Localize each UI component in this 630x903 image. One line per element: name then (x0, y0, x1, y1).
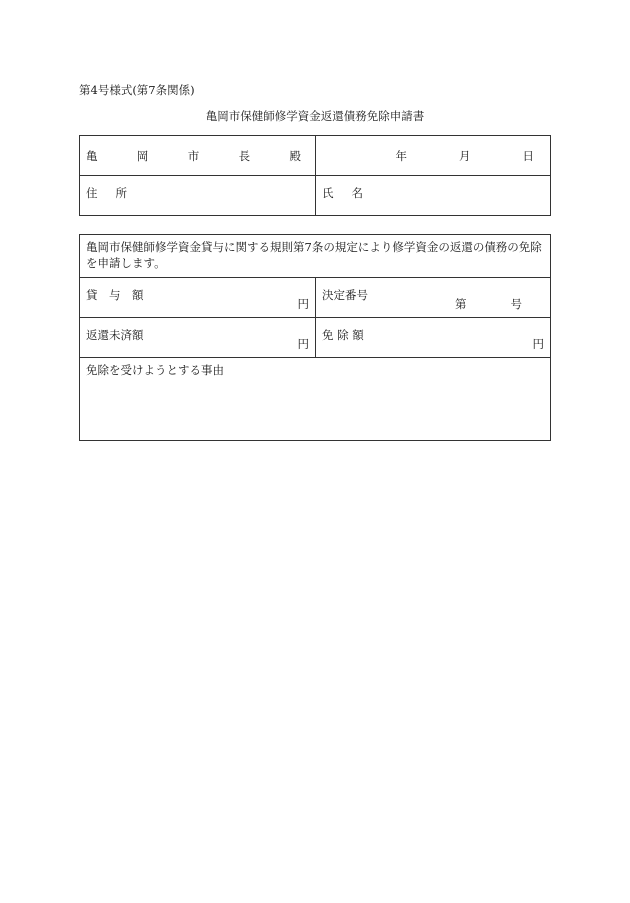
loan-row (80, 278, 550, 318)
document-title: 亀岡市保健師修学資金返還債務免除申請書 (205, 109, 425, 123)
address-label: 住 (86, 186, 98, 200)
reason-label: 免除を受けようとする事由 (86, 363, 224, 377)
unrepaid-unit: 円 (297, 337, 309, 351)
name-label: 氏 (322, 186, 334, 200)
addressee-char: 岡 (136, 149, 149, 163)
year-label: 年 (395, 149, 407, 163)
decision-number-field[interactable] (316, 278, 550, 317)
reason-field[interactable] (80, 358, 230, 440)
loan-amount-unit: 円 (297, 297, 309, 311)
name-label: 名 (351, 186, 363, 200)
decision-number-prefix: 第 (455, 297, 467, 311)
amounts-row (80, 318, 550, 358)
reason-row (80, 358, 550, 440)
form-number: 第4号様式(第7条関係) (79, 83, 195, 97)
unrepaid-amount-field[interactable] (80, 318, 316, 357)
addressee-char: 亀 (86, 149, 98, 163)
statement-row (80, 235, 550, 278)
address-label: 所 (115, 186, 127, 200)
name-field[interactable] (316, 176, 550, 216)
day-label: 日 (522, 149, 534, 163)
addressee-char: 市 (187, 149, 200, 163)
application-statement: 亀岡市保健師修学資金貸与に関する規則第7条の規定により修学資金の返還の債務の免除を申請します。 (86, 240, 542, 270)
exemption-label: 免 除 額 (322, 328, 364, 342)
application-box (79, 234, 551, 441)
addressee-cell (80, 136, 316, 175)
addressee-char: 殿 (289, 149, 301, 163)
address-field[interactable] (80, 176, 316, 216)
exemption-unit: 円 (532, 337, 544, 351)
unrepaid-label: 返還未済額 (86, 328, 144, 342)
addressee-char: 長 (238, 149, 251, 163)
addressee-row (80, 136, 550, 176)
month-label: 月 (459, 149, 471, 163)
decision-number-suffix: 号 (510, 297, 522, 311)
date-field[interactable] (316, 136, 550, 175)
applicant-row (80, 176, 550, 216)
decision-number-label: 決定番号 (322, 288, 368, 302)
loan-amount-label: 貸 与 額 (86, 288, 144, 302)
exemption-amount-field[interactable] (316, 318, 550, 357)
loan-amount-field[interactable] (80, 278, 316, 317)
addressee-box (79, 135, 551, 216)
